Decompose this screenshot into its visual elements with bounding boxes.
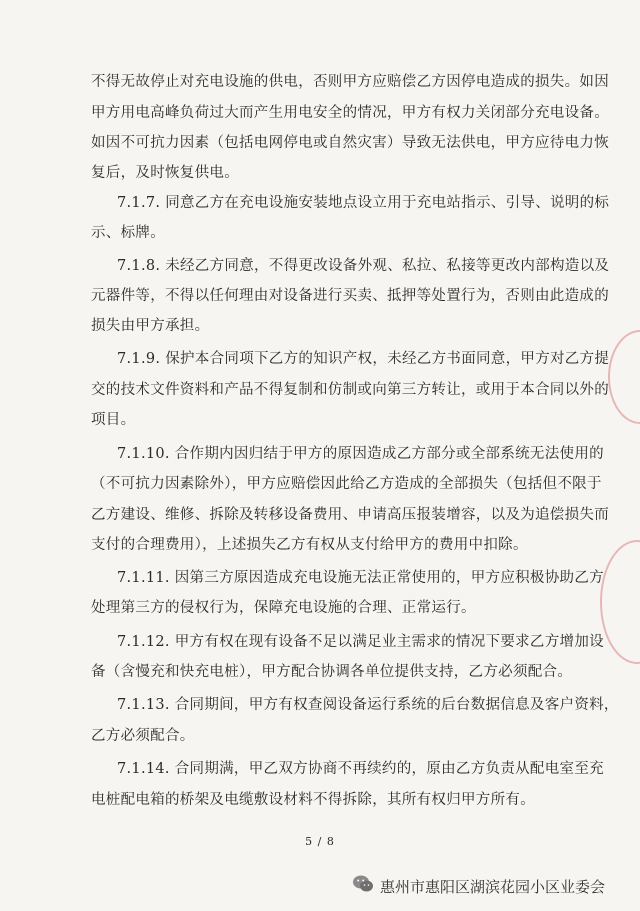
text-line: 7.1.10. 合作期内因归结于甲方的原因造成乙方部分或全部系统无法使用的 [117, 446, 604, 462]
text-line: 乙方建设、维修、拆除及转移设备费用、申请高压报装增容，以及为追偿损失而 [91, 507, 609, 523]
text-line: （不可抗力因素除外），甲方应赔偿因此给乙方造成的全部损失（包括但不限于 [91, 476, 602, 492]
wechat-icon [352, 874, 374, 898]
text-line: 不得无故停止对充电设施的供电，否则甲方应赔偿乙方因停电造成的损失。如因 [91, 74, 609, 90]
text-line: 处理第三方的侵权行为，保障充电设施的合理、正常运行。 [91, 600, 476, 616]
wechat-account-footer [352, 874, 636, 898]
text-line: 7.1.11. 因第三方原因造成充电设施无法正常使用的，甲方应积极协助乙方 [117, 570, 604, 586]
text-line: 复后，及时恢复供电。 [91, 165, 239, 181]
text-line: 项目。 [91, 412, 136, 428]
text-line: 损失由甲方承担。 [91, 318, 210, 334]
text-line: 7.1.14. 合同期满，甲乙双方协商不再续约的，原由乙方负责从配电室至充 [117, 761, 604, 777]
text-line: 甲方用电高峰负荷过大而产生用电安全的情况，甲方有权力关闭部分充电设备。 [91, 105, 609, 121]
text-line: 7.1.7. 同意乙方在充电设施安装地点设立用于充电站指示、引导、说明的标 [117, 195, 610, 211]
account-name: 惠州市惠阳区湖滨花园小区业委会 [380, 877, 606, 896]
text-line: 乙方必须配合。 [91, 728, 195, 744]
text-line: 示、标牌。 [91, 225, 165, 241]
text-line: 7.1.8. 未经乙方同意，不得更改设备外观、私拉、私接等更改内部构造以及 [117, 258, 610, 274]
text-line: 元器件等，不得以任何理由对设备进行买卖、抵押等处置行为，否则由此造成的 [91, 288, 609, 304]
text-line: 7.1.12. 甲方有权在现有设备不足以满足业主需求的情况下要求乙方增加设 [117, 634, 604, 650]
text-line: 电桩配电箱的桥架及电缆敷设材料不得拆除，其所有权归甲方所有。 [91, 792, 535, 808]
text-line: 7.1.13. 合同期间，甲方有权查阅设备运行系统的后台数据信息及客户资料， [117, 697, 619, 713]
page-number: 5 / 8 [305, 835, 335, 848]
text-line: 支付的合理费用），上述损失乙方有权从支付给甲方的费用中扣除。 [91, 537, 528, 553]
text-line: 交的技术文件资料和产品不得复制和仿制或向第三方转让，或用于本合同以外的 [91, 382, 609, 398]
text-line: 7.1.9. 保护本合同项下乙方的知识产权，未经乙方书面同意，甲方对乙方提 [117, 351, 610, 367]
text-line: 如因不可抗力因素（包括电网停电或自然灾害）导致无法供电，甲方应待电力恢 [91, 135, 609, 151]
text-line: 备（含慢充和快充电桩），甲方配合协调各单位提供支持，乙方必须配合。 [91, 664, 573, 680]
